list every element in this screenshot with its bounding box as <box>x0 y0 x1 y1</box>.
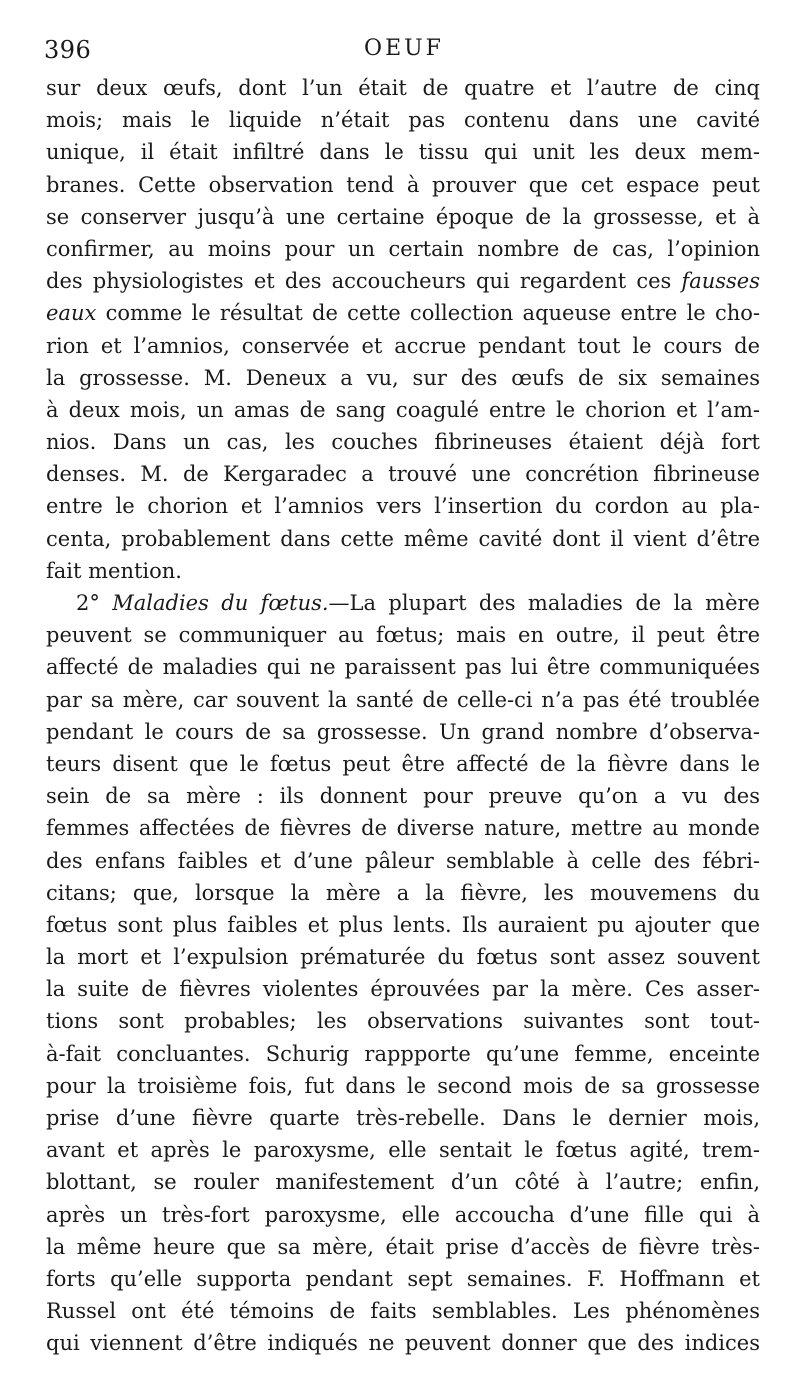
text-line: pour la troisième fois, fut dans le second mois de sa grossesse <box>46 1073 760 1098</box>
text-line: teurs disent que le fœtus peut être affecté de la fièvre dans le <box>46 751 760 776</box>
text-line: prise d’une fièvre quarte très-rebelle. Dans le dernier mois, <box>46 1106 760 1130</box>
running-head: OEUF <box>364 36 444 61</box>
text-line: entre le chorion et l’amnios vers l’insertion du cordon au pla- <box>46 494 760 519</box>
text-line: denses. M. de Kergaradec a trouvé une concrétion fibrineuse <box>46 462 760 487</box>
text-line: femmes affectées de fièvres de diverse nature, mettre au monde <box>46 816 760 841</box>
text-line: sein de sa mère : ils donnent pour preuve qu’on a vu des <box>46 784 760 809</box>
text-line: à-fait concluantes. Schurig rappporte qu’une femme, enceinte <box>46 1041 760 1066</box>
text-line: forts qu’elle supporta pendant sept semaines. F. Hoffmann et <box>46 1266 760 1291</box>
text-line: unique, il était infiltré dans le tissu qui unit les deux mem- <box>46 140 760 165</box>
text-segment: —La plupart des maladies de la mère <box>328 591 760 615</box>
text-line: la même heure que sa mère, était prise d’accès de fièvre très- <box>46 1234 760 1259</box>
text-segment: des physiologistes et des accoucheurs qui regardent ces <box>46 269 682 294</box>
text-line: nios. Dans un cas, les couches fibrineuses étaient déjà fort <box>46 430 760 455</box>
text-line: fait mention. <box>46 558 182 583</box>
text-line: affecté de maladies qui ne paraissent pas lui être communiquées <box>46 655 760 680</box>
text-line: qui viennent d’être indiqués ne peuvent donner que des indices <box>46 1331 760 1356</box>
page-number: 396 <box>44 36 92 64</box>
page-header <box>44 36 764 70</box>
text-line: à deux mois, un amas de sang coagulé entre le chorion et l’am- <box>46 397 760 422</box>
text-line: tions sont probables; les observations suivantes sont tout- <box>46 1009 760 1034</box>
text-line: la mort et l’expulsion prématurée du fœtus sont assez souvent <box>46 945 760 970</box>
text-line: citans; que, lorsque la mère a la fièvre, les mouvemens du <box>46 880 760 905</box>
text-line: la grossesse. M. Deneux a vu, sur des œufs de six semaines <box>46 365 760 390</box>
text-line: avant et après le paroxysme, elle sentait le fœtus agité, trem- <box>46 1138 760 1163</box>
section-heading: Maladies du fœtus. <box>112 591 329 615</box>
text-line: se conserver jusqu’à une certaine époque de la grossesse, et à <box>46 204 760 229</box>
text-line: branes. Cette observation tend à prouver que cet espace peut <box>46 172 760 197</box>
italic-term: fausses <box>681 269 760 294</box>
text-line <box>46 297 760 329</box>
text-line: Russel ont été témoins de faits semblables. Les phénomènes <box>46 1299 760 1324</box>
body-text <box>46 72 760 1360</box>
text-line: sur deux œufs, dont l’un était de quatre et l’autre de cinq <box>46 76 760 100</box>
text-line <box>46 265 760 297</box>
text-line <box>46 587 760 619</box>
text-segment: 2° <box>76 591 113 615</box>
text-line: peuvent se communiquer au fœtus; mais en outre, il peut être <box>46 623 760 648</box>
text-line: des enfans faibles et d’une pâleur semblable à celle des fébri- <box>46 848 760 873</box>
text-line: centa, probablement dans cette même cavité dont il vient d’être <box>46 526 760 551</box>
text-line: confirmer, au moins pour un certain nombre de cas, l’opinion <box>46 236 760 261</box>
text-line: après un très-fort paroxysme, elle accoucha d’une fille qui à <box>46 1202 760 1227</box>
text-line: rion et l’amnios, conservée et accrue pendant tout le cours de <box>46 333 760 358</box>
italic-term: eaux <box>46 301 97 326</box>
text-line: pendant le cours de sa grossesse. Un grand nombre d’observa- <box>46 719 760 744</box>
text-line: par sa mère, car souvent la santé de celle-ci n’a pas été troublée <box>46 687 760 712</box>
text-line: la suite de fièvres violentes éprouvées par la mère. Ces asser- <box>46 977 760 1002</box>
text-segment: comme le résultat de cette collection aqueuse entre le cho- <box>96 301 760 326</box>
text-line: mois; mais le liquide n’était pas contenu dans une cavité <box>46 108 760 133</box>
text-line: fœtus sont plus faibles et plus lents. Ils auraient pu ajouter que <box>46 912 760 937</box>
text-line: blottant, se rouler manifestement d’un côté à l’autre; enfin, <box>46 1170 760 1195</box>
